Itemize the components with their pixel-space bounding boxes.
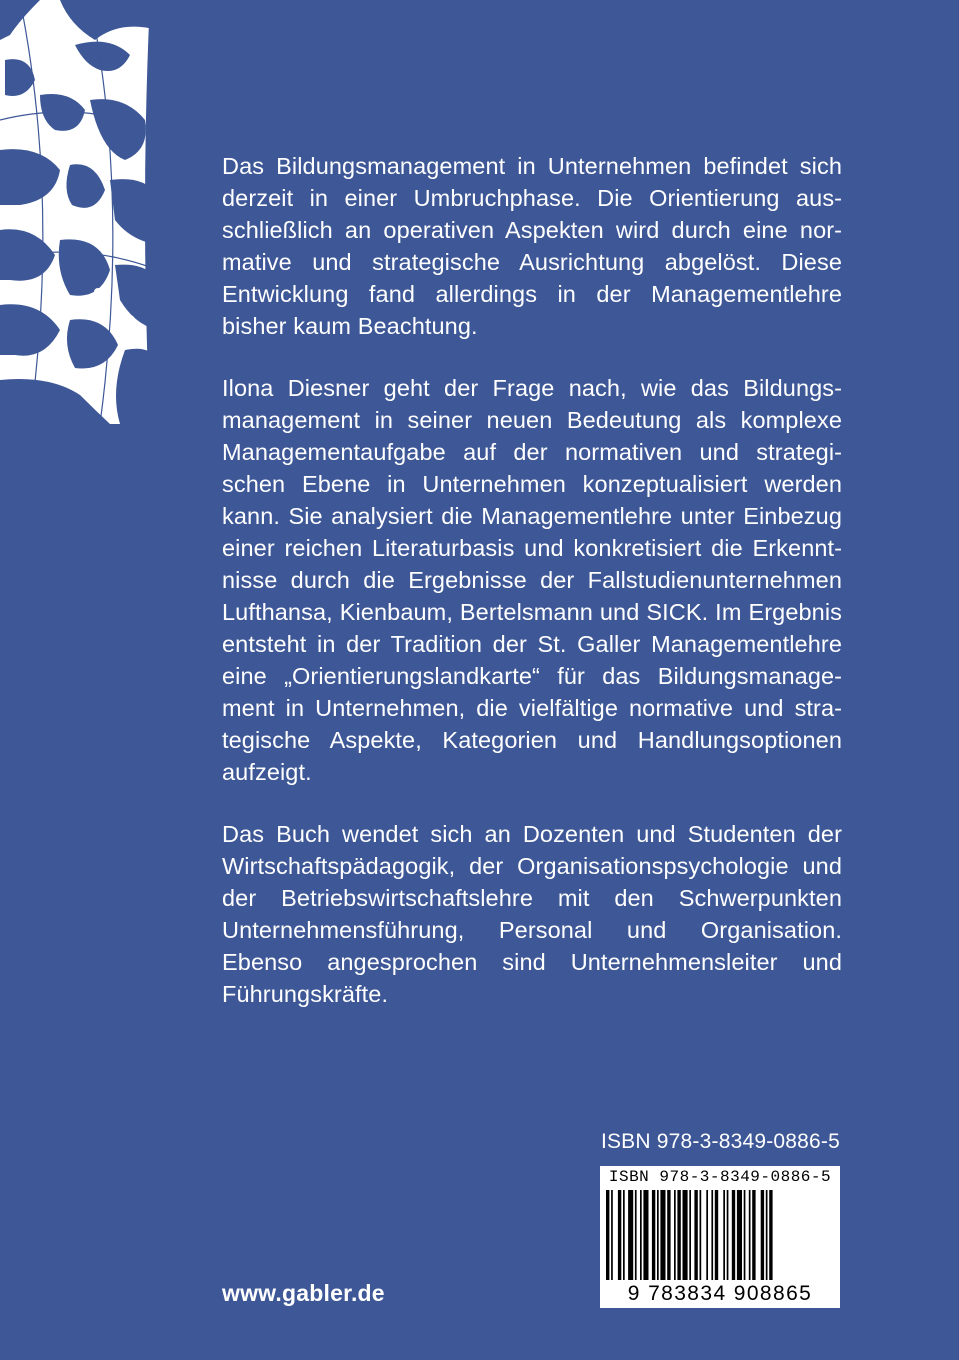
barcode-bar [761,1190,764,1280]
barcode-bar [652,1190,655,1280]
barcode-bar [769,1190,772,1280]
barcode-bar [711,1190,713,1280]
blurb-paragraph-3: Das Buch wendet sich an Dozenten und Studenten der Wirtschaftspädagogik, der Organisationspsychologie und der Betriebswirtschaftslehre mit den Schwerpunkten Unternehmensführung, Personal und Organisation. Ebenso angesprochen sind Unternehmensleiter und Führungskräfte. [222,821,842,1007]
barcode-bar [660,1190,665,1280]
barcode-bar [689,1190,691,1280]
publisher-website: www.gabler.de [222,1280,385,1306]
barcode-bar [706,1190,708,1280]
globe-icon [0,0,158,424]
barcode-bar [732,1190,735,1280]
barcode-bar [700,1190,702,1280]
barcode-bar [667,1190,670,1280]
barcode-bar [744,1190,746,1280]
barcode-bar [674,1190,676,1280]
blurb-paragraph-2: Ilona Diesner geht der Frage nach, wie das Bildungsmanagement in seiner neuen Bedeutung als komplexe Managementaufgabe auf der normativen und strategischen Ebene in Unternehmen konzeptualisiert werden kann. Sie analysiert die Managementlehre unter Einbezug einer reichen Literaturbasis und konkretisiert die Erkenntnisse durch die Ergebnisse der Fallstudienunternehmen Lufthansa, Kienbaum, Bertelsmann und SICK. Im Ergebnis entsteht in der Tradition der St. Galler Managementlehre eine „Orientierungslandkarte“ für das Bildungsmanagement in Unternehmen, die vielfältige normative und strategische Aspekte, Kategorien und Handlungsoptionen aufzeigt. [222,375,842,785]
barcode-bar [618,1190,621,1280]
blurb [222,150,842,1040]
barcode-bar [723,1190,725,1280]
barcode-bar [657,1190,659,1280]
barcode-bar [635,1190,637,1280]
isbn-label: ISBN 978-3-8349-0886-5 [600,1130,840,1153]
barcode-bar [749,1190,751,1280]
barcode-bar [727,1190,729,1280]
barcode-bar [643,1190,648,1280]
barcode-digits: 9 783834 908865 [627,1282,813,1305]
barcode-bar [640,1190,642,1280]
barcode-isbn-text: ISBN 978-3-8349-0886-5 [608,1168,832,1186]
barcode-bar [677,1190,680,1280]
barcode-bar [606,1190,609,1280]
barcode [600,1166,840,1308]
barcode-bars [606,1190,834,1280]
barcode-bar [737,1190,742,1280]
barcode-bar [683,1190,688,1280]
barcode-bar [752,1190,755,1280]
barcode-bar [715,1190,718,1280]
barcode-bar [766,1190,768,1280]
barcode-bar [694,1190,697,1280]
barcode-bar [628,1190,633,1280]
barcode-bar [623,1190,625,1280]
barcode-bar [611,1190,613,1280]
blurb-paragraph-1: Das Bildungsmanagement in Unternehmen befindet sich derzeit in einer Umbruchphase. Die Orientierung ausschließlich an operativen Aspekten wird durch eine normative und strategische Ausrichtung abgelöst. Diese Entwicklung fand allerdings in der Managementlehre bisher kaum Beachtung. [222,153,842,339]
